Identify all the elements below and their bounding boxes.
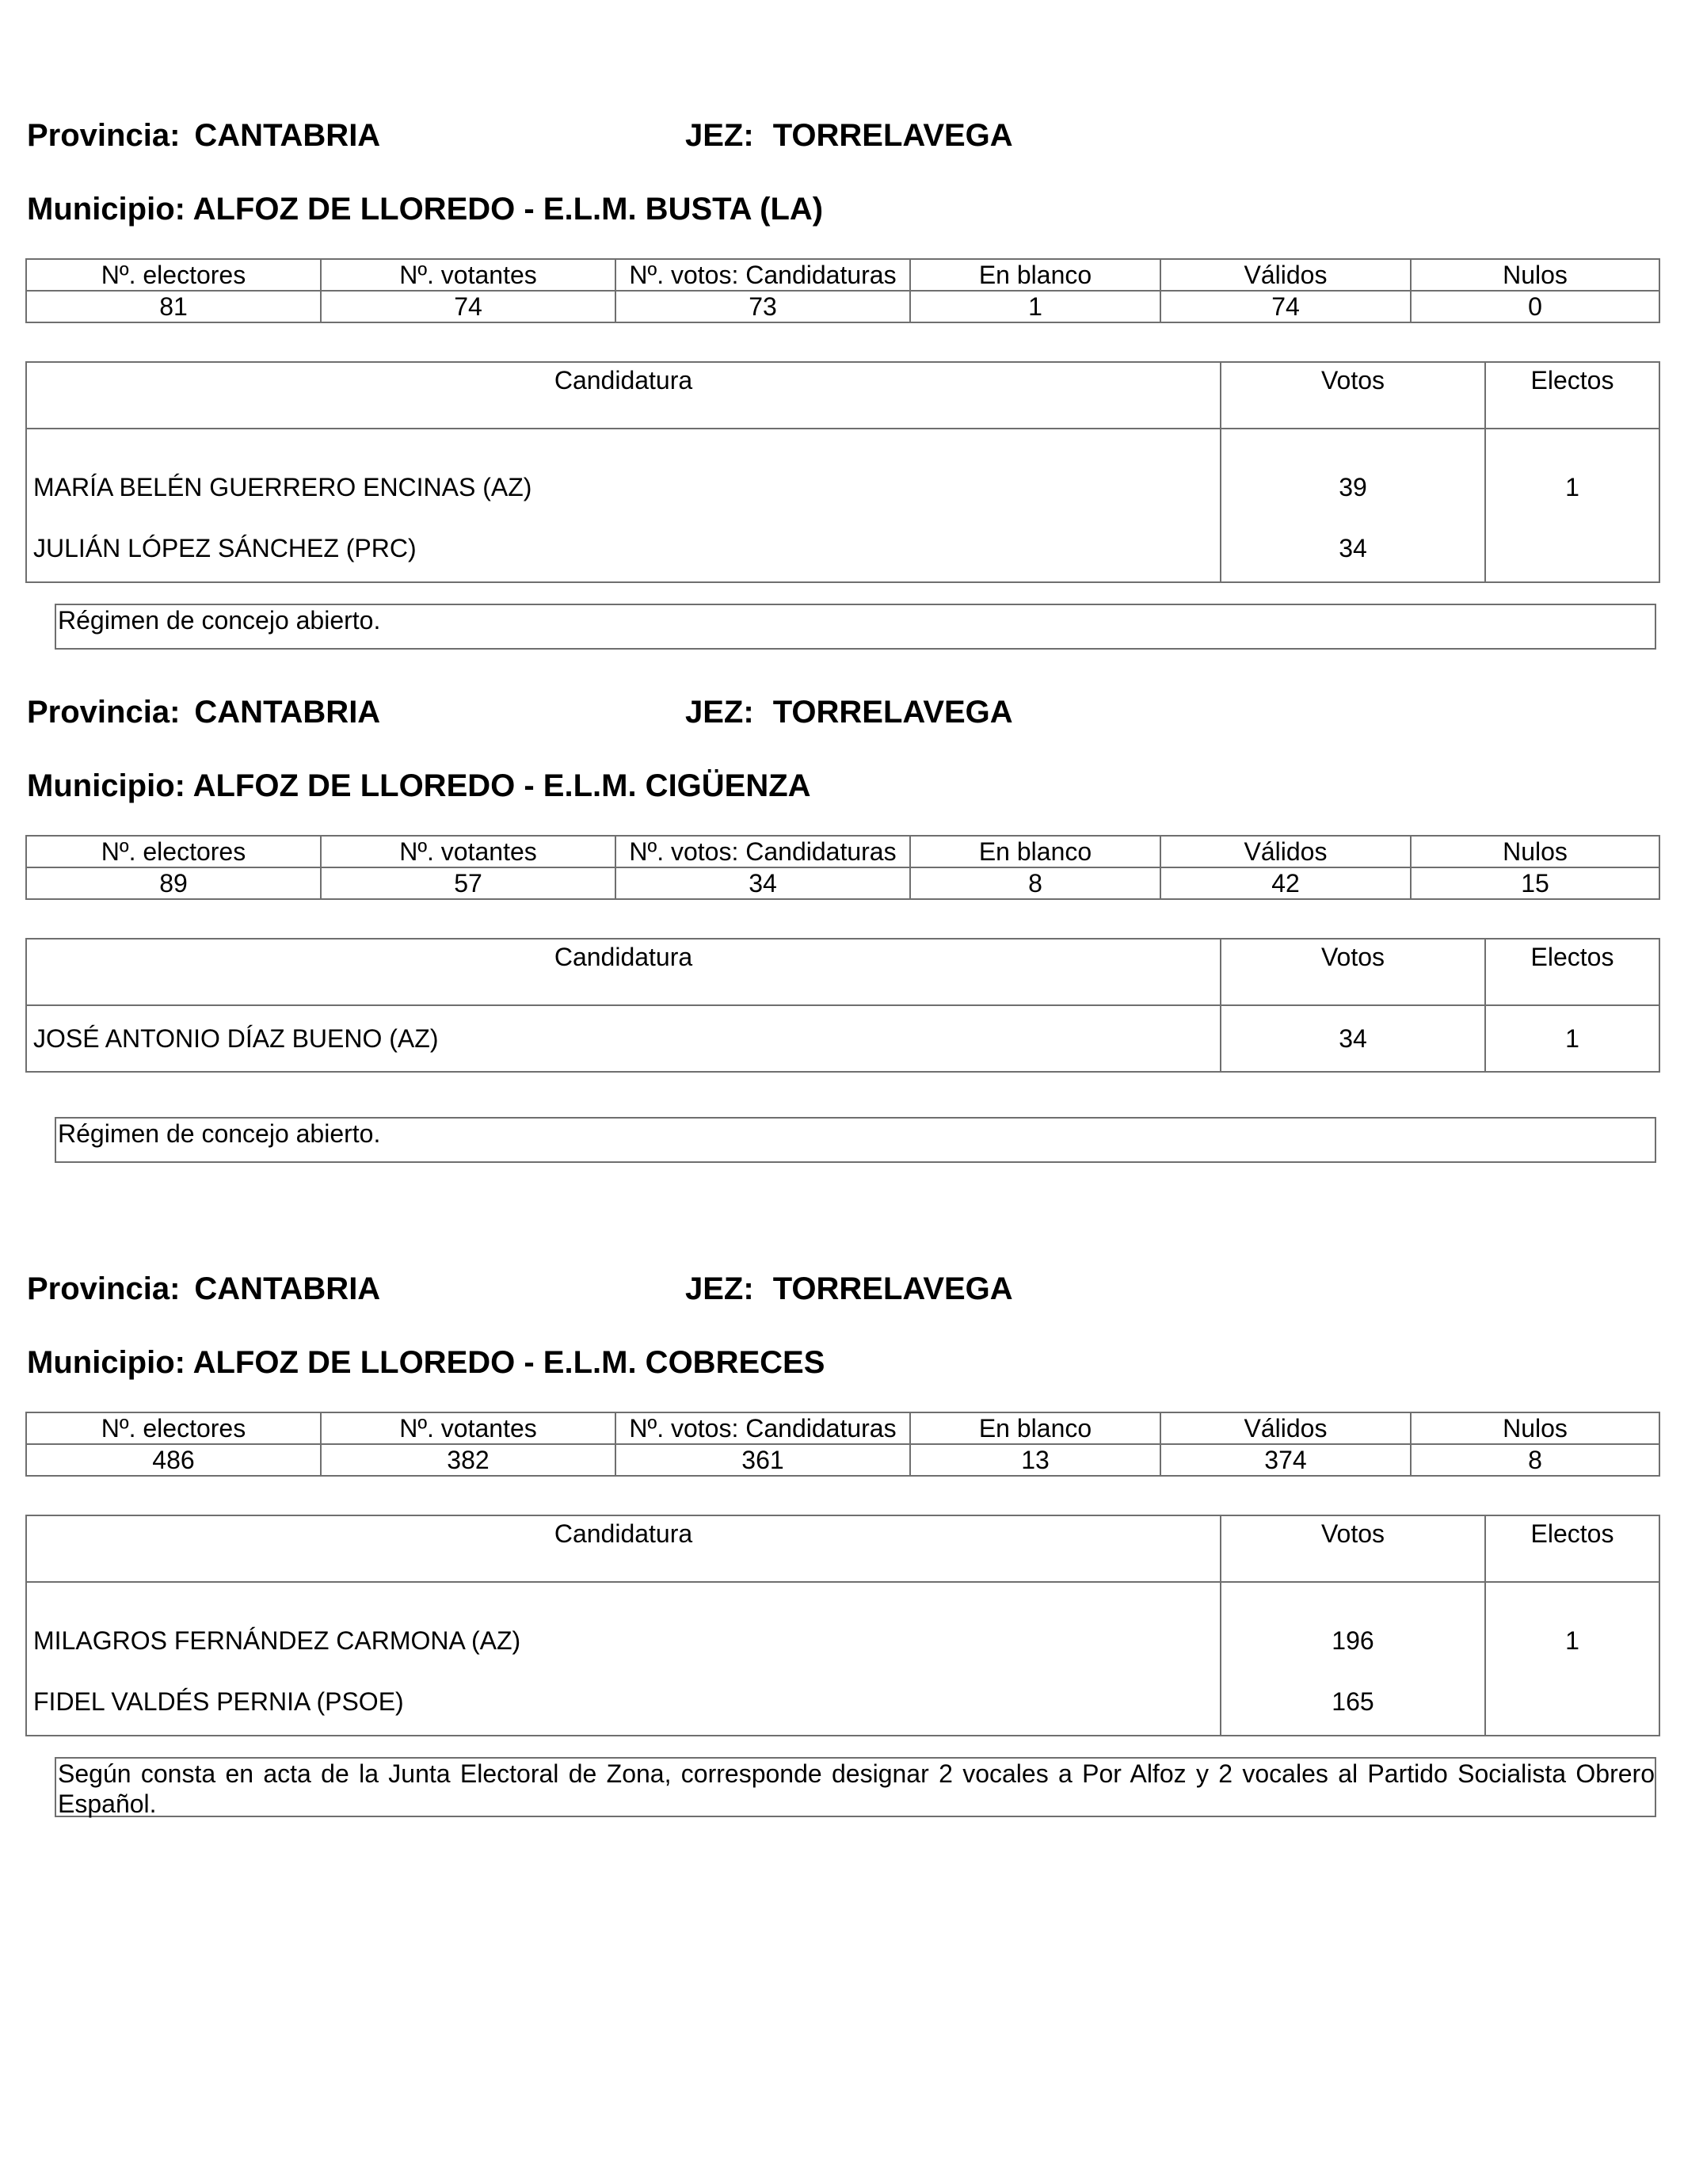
- stats-table: [25, 835, 1660, 900]
- municipio-label: Municipio:: [27, 192, 185, 227]
- votantes-header: Nº. votantes: [321, 836, 615, 867]
- nulos-header: Nulos: [1411, 259, 1659, 291]
- electores-value: 81: [26, 291, 321, 322]
- jez-label: JEZ:: [685, 1271, 754, 1306]
- provincia-heading: [27, 120, 380, 151]
- jez-label: JEZ:: [685, 118, 754, 153]
- municipio-heading: [27, 193, 823, 225]
- votos-header: Votos: [1221, 362, 1485, 429]
- candidatura-header: Candidatura: [26, 939, 1221, 1005]
- votos-candidaturas-value: 73: [615, 291, 910, 322]
- votos-candidaturas-header: Nº. votos: Candidaturas: [615, 836, 910, 867]
- votos-candidaturas-value: 361: [615, 1444, 910, 1476]
- municipio-heading: [27, 1347, 825, 1378]
- stats-table: [25, 1412, 1660, 1477]
- provincia-label: Provincia:: [27, 118, 181, 153]
- provincia-heading: [27, 1273, 380, 1305]
- candidate-elected: 1: [1485, 429, 1659, 515]
- candidate-elected: 1: [1485, 1582, 1659, 1668]
- validos-header: Válidos: [1160, 1412, 1411, 1444]
- provincia-label: Provincia:: [27, 1271, 181, 1306]
- votos-candidaturas-value: 34: [615, 867, 910, 899]
- candidates-table: [25, 361, 1660, 583]
- municipio-value: ALFOZ DE LLOREDO - E.L.M. COBRECES: [192, 1345, 825, 1380]
- stats-header-row: [26, 1412, 1659, 1444]
- votos-candidaturas-header: Nº. votos: Candidaturas: [615, 259, 910, 291]
- candidate-row: [26, 1582, 1659, 1668]
- electos-header: Electos: [1485, 1515, 1659, 1582]
- electos-header: Electos: [1485, 362, 1659, 429]
- candidatura-header: Candidatura: [26, 1515, 1221, 1582]
- candidates-header-row: [26, 362, 1659, 429]
- candidate-name: MARÍA BELÉN GUERRERO ENCINAS (AZ): [26, 429, 1221, 515]
- candidate-row: [26, 515, 1659, 582]
- jez-heading: [685, 696, 1013, 728]
- en-blanco-value: 13: [910, 1444, 1160, 1476]
- provincia-value: CANTABRIA: [194, 1271, 381, 1306]
- votantes-header: Nº. votantes: [321, 259, 615, 291]
- municipio-value: ALFOZ DE LLOREDO - E.L.M. CIGÜENZA: [192, 768, 811, 803]
- candidate-votes: 165: [1221, 1668, 1485, 1736]
- validos-value: 374: [1160, 1444, 1411, 1476]
- candidate-elected: [1485, 1668, 1659, 1736]
- validos-header: Válidos: [1160, 836, 1411, 867]
- provincia-value: CANTABRIA: [194, 118, 381, 153]
- provincia-label: Provincia:: [27, 695, 181, 730]
- candidate-name: JULIÁN LÓPEZ SÁNCHEZ (PRC): [26, 515, 1221, 582]
- en-blanco-header: En blanco: [910, 836, 1160, 867]
- votos-candidaturas-header: Nº. votos: Candidaturas: [615, 1412, 910, 1444]
- nulos-header: Nulos: [1411, 1412, 1659, 1444]
- votos-header: Votos: [1221, 1515, 1485, 1582]
- jez-heading: [685, 1273, 1013, 1305]
- municipio-heading: [27, 770, 811, 802]
- note-box: Según consta en acta de la Junta Electoral de Zona, corresponde designar 2 vocales a Por Alfoz y 2 vocales al Partido Socialista Obrero Español.: [55, 1757, 1656, 1817]
- stats-value-row: [26, 291, 1659, 322]
- stats-header-row: [26, 836, 1659, 867]
- nulos-value: 8: [1411, 1444, 1659, 1476]
- en-blanco-header: En blanco: [910, 1412, 1160, 1444]
- candidate-row: [26, 1668, 1659, 1736]
- candidates-table: [25, 1515, 1660, 1736]
- candidate-elected: 1: [1485, 1005, 1659, 1072]
- en-blanco-value: 8: [910, 867, 1160, 899]
- candidate-votes: 196: [1221, 1582, 1485, 1668]
- note-box: Régimen de concejo abierto.: [55, 604, 1656, 650]
- stats-value-row: [26, 1444, 1659, 1476]
- votantes-value: 74: [321, 291, 615, 322]
- provincia-heading: [27, 696, 380, 728]
- municipio-label: Municipio:: [27, 768, 185, 803]
- candidates-header-row: [26, 1515, 1659, 1582]
- candidate-elected: [1485, 515, 1659, 582]
- validos-header: Válidos: [1160, 259, 1411, 291]
- stats-value-row: [26, 867, 1659, 899]
- candidates-table: [25, 938, 1660, 1073]
- en-blanco-value: 1: [910, 291, 1160, 322]
- votantes-value: 382: [321, 1444, 615, 1476]
- candidate-name: MILAGROS FERNÁNDEZ CARMONA (AZ): [26, 1582, 1221, 1668]
- candidatura-header: Candidatura: [26, 362, 1221, 429]
- stats-header-row: [26, 259, 1659, 291]
- jez-value: TORRELAVEGA: [772, 118, 1013, 153]
- jez-value: TORRELAVEGA: [772, 695, 1013, 730]
- validos-value: 42: [1160, 867, 1411, 899]
- note-box: Régimen de concejo abierto.: [55, 1117, 1656, 1163]
- candidate-row: [26, 1005, 1659, 1072]
- nulos-value: 15: [1411, 867, 1659, 899]
- electores-value: 89: [26, 867, 321, 899]
- candidate-votes: 39: [1221, 429, 1485, 515]
- electores-header: Nº. electores: [26, 259, 321, 291]
- nulos-header: Nulos: [1411, 836, 1659, 867]
- stats-table: [25, 258, 1660, 323]
- validos-value: 74: [1160, 291, 1411, 322]
- municipio-label: Municipio:: [27, 1345, 185, 1380]
- electores-header: Nº. electores: [26, 836, 321, 867]
- nulos-value: 0: [1411, 291, 1659, 322]
- electores-header: Nº. electores: [26, 1412, 321, 1444]
- electores-value: 486: [26, 1444, 321, 1476]
- candidate-name: FIDEL VALDÉS PERNIA (PSOE): [26, 1668, 1221, 1736]
- votantes-header: Nº. votantes: [321, 1412, 615, 1444]
- candidates-header-row: [26, 939, 1659, 1005]
- jez-heading: [685, 120, 1013, 151]
- votos-header: Votos: [1221, 939, 1485, 1005]
- candidate-row: [26, 429, 1659, 515]
- electos-header: Electos: [1485, 939, 1659, 1005]
- municipio-value: ALFOZ DE LLOREDO - E.L.M. BUSTA (LA): [192, 192, 824, 227]
- jez-value: TORRELAVEGA: [772, 1271, 1013, 1306]
- provincia-value: CANTABRIA: [194, 695, 381, 730]
- candidate-votes: 34: [1221, 515, 1485, 582]
- candidate-votes: 34: [1221, 1005, 1485, 1072]
- jez-label: JEZ:: [685, 695, 754, 730]
- votantes-value: 57: [321, 867, 615, 899]
- en-blanco-header: En blanco: [910, 259, 1160, 291]
- candidate-name: JOSÉ ANTONIO DÍAZ BUENO (AZ): [26, 1005, 1221, 1072]
